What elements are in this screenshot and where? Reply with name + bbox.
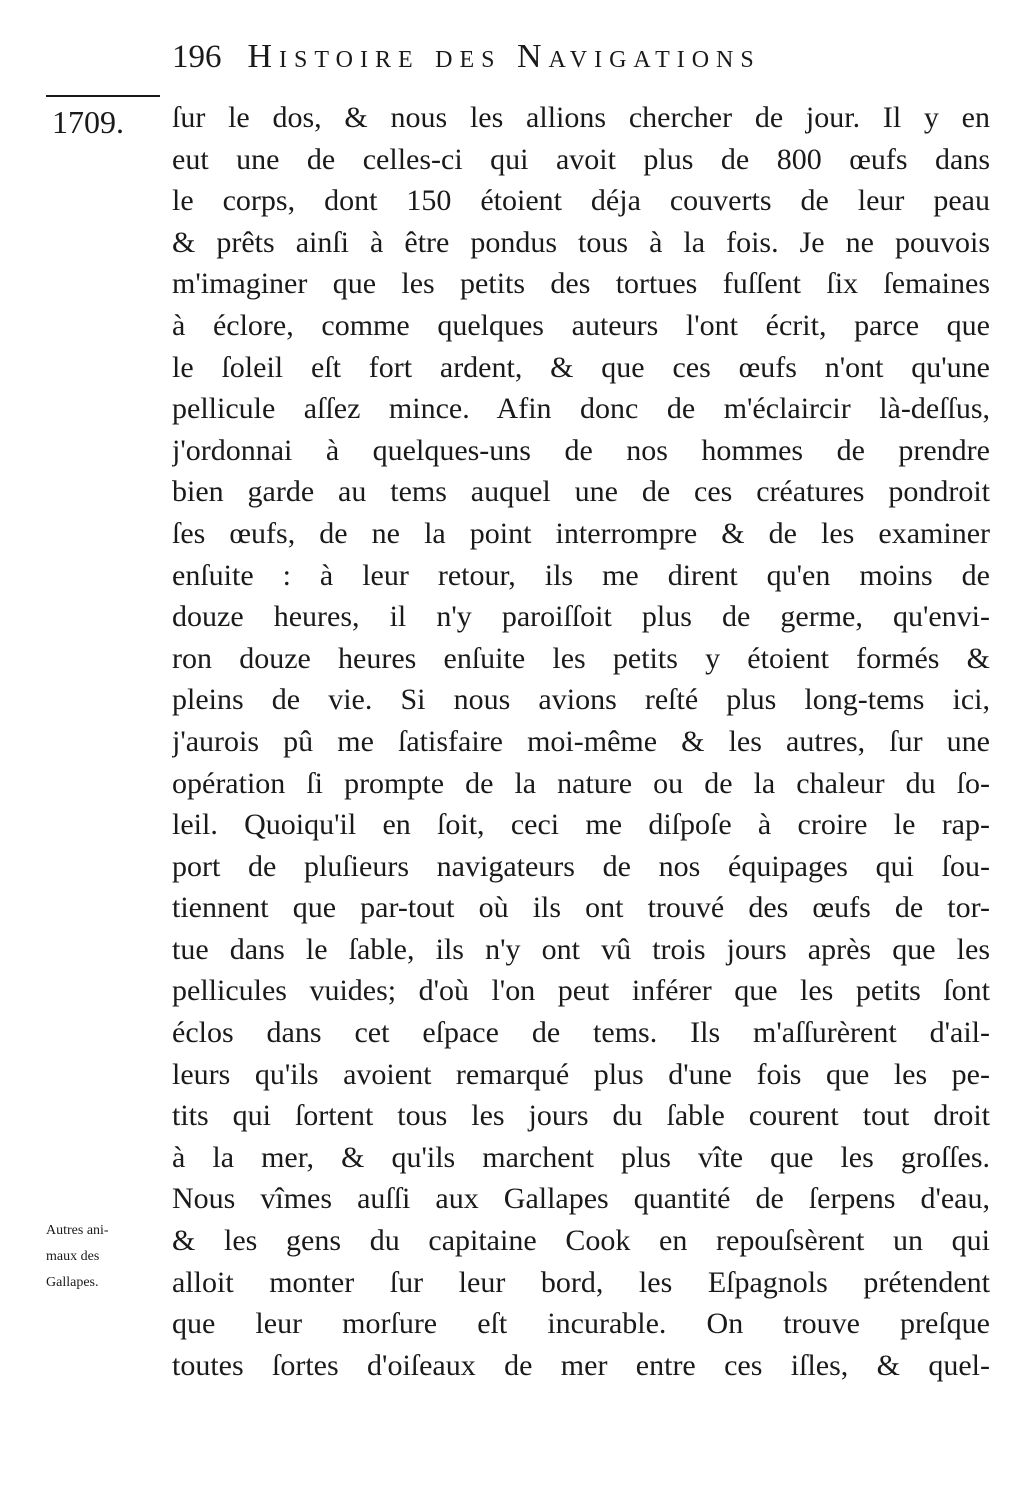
text-line: douze heures, il n'y paroiſſoit plus de germe, qu'envi- — [172, 600, 990, 634]
text-line: à éclore, comme quelques auteurs l'ont écrit, parce que — [172, 308, 990, 342]
text-line: à la mer, & qu'ils marchent plus vîte que les groſſes. — [172, 1140, 990, 1174]
text-line: ſur le dos, & nous les allions chercher de jour. Il y en — [172, 101, 990, 134]
text-line: & les gens du capitaine Cook en repouſsèrent un qui — [172, 1224, 990, 1258]
text-line: le corps, dont 150 étoient déja couverts de leur peau — [172, 184, 990, 218]
text-line: ron douze heures enſuite les petits y étoient formés & — [172, 641, 990, 675]
text-line: enſuite : à leur retour, ils me dirent qu'en moins de — [172, 558, 990, 592]
text-line: opération ſi prompte de la nature ou de la chaleur du ſo- — [172, 766, 990, 800]
text-line: port de pluſieurs navigateurs de nos équipages qui ſou- — [172, 849, 990, 883]
header-rule — [46, 95, 160, 97]
text-line: j'aurois pû me ſatisfaire moi-même & les autres, ſur une — [172, 724, 990, 758]
text-line: alloit monter ſur leur bord, les Eſpagnols prétendent — [172, 1265, 990, 1299]
text-line: pleins de vie. Si nous avions reſté plus long-tems ici, — [172, 683, 990, 717]
text-line: tits qui ſortent tous les jours du ſable courent tout droit — [172, 1099, 990, 1133]
text-line: éclos dans cet eſpace de tems. Ils m'aſſurèrent d'ail- — [172, 1016, 990, 1050]
margin-note-line: Gallapes. — [46, 1275, 99, 1290]
body-text — [172, 97, 990, 1386]
text-line: tue dans le ſable, ils n'y ont vû trois jours après que les — [172, 932, 990, 966]
text-line: eut une de celles-ci qui avoit plus de 800 œufs dans — [172, 142, 990, 176]
text-line: que leur morſure eſt incurable. On trouve preſque — [172, 1307, 990, 1341]
text-line: leil. Quoiqu'il en ſoit, ceci me diſpoſe à croire le rap- — [172, 808, 990, 842]
text-line: ſes œufs, de ne la point interrompre & de les examiner — [172, 516, 990, 550]
text-line: toutes ſortes d'oiſeaux de mer entre ces iſles, & quel- — [172, 1348, 990, 1382]
text-line: le ſoleil eſt fort ardent, & que ces œufs n'ont qu'une — [172, 350, 990, 384]
text-line: pellicule aſſez mince. Afin donc de m'éclaircir là-deſſus, — [172, 392, 990, 426]
margin-note — [46, 1218, 164, 1296]
text-line: Nous vîmes auſſi aux Gallapes quantité de ſerpens d'eau, — [172, 1182, 990, 1216]
page-number: 196 — [172, 39, 222, 75]
text-line: bien garde au tems auquel une de ces créatures pondroit — [172, 475, 990, 509]
margin-year: 1709. — [52, 104, 124, 140]
text-line: tiennent que par-tout où ils ont trouvé des œufs de tor- — [172, 891, 990, 925]
text-line: leurs qu'ils avoient remarqué plus d'une fois que les pe- — [172, 1057, 990, 1091]
text-line: m'imaginer que les petits des tortues fuſſent ſix ſemaines — [172, 267, 990, 301]
text-line: & prêts ainſi à être pondus tous à la fois. Je ne pouvois — [172, 225, 990, 259]
margin-note-line: maux des — [46, 1249, 100, 1264]
text-line: j'ordonnai à quelques-uns de nos hommes de prendre — [172, 433, 990, 467]
text-line: pellicules vuides; d'où l'on peut inférer que les petits ſont — [172, 974, 990, 1008]
margin-note-line: Autres ani- — [46, 1223, 109, 1238]
running-head — [172, 38, 952, 78]
running-title: Histoire des Navigations — [247, 38, 761, 75]
